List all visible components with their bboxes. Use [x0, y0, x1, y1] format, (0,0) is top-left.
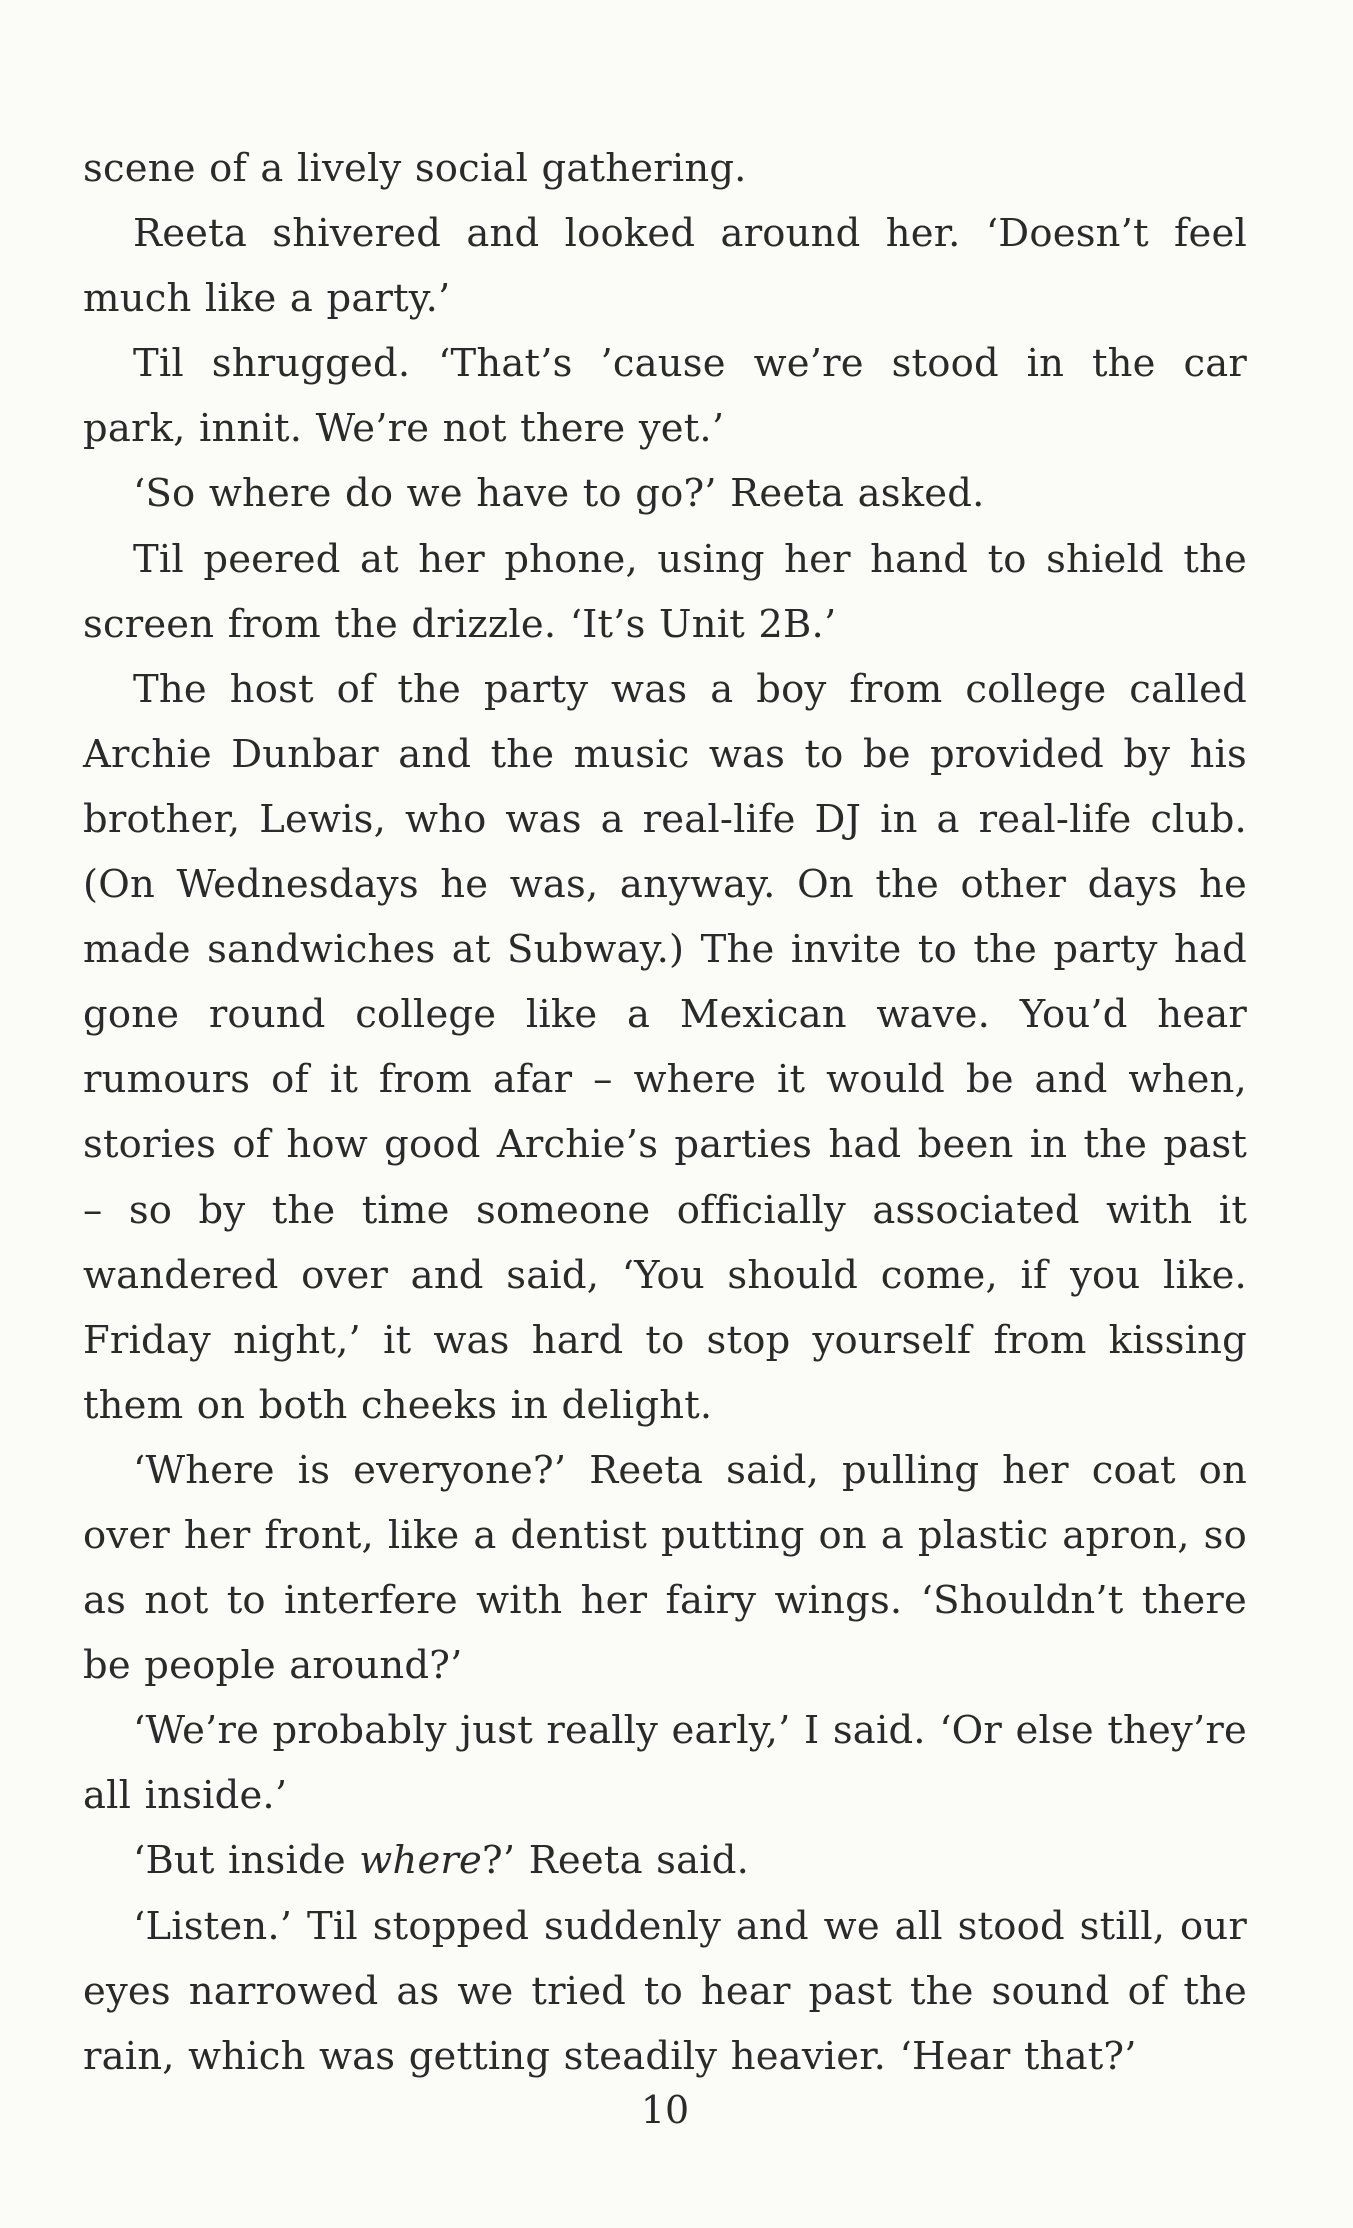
paragraph: The host of the party was a boy from college called Archie Dunbar and the music was to be provided by his brother, Lewis, who was a real-life DJ in a real-life club. (On Wednesdays he was, anyway. On the other days he made sandwiches at Subway.) The invite to the party had gone round college like a Mexican wave. You’d hear rumours of it from afar – where it would be and when, stories of how good Archie’s parties had been in the past – so by the time someone officially associated with it wandered over and said, ‘You should come, if you like. Friday night,’ it was hard to stop yourself from kissing them on both cheeks in delight. — [83, 666, 1247, 1428]
paragraph: ‘We’re probably just really early,’ I said. ‘Or else they’re all inside.’ — [83, 1708, 1247, 1819]
paragraph: Reeta shivered and looked around her. ‘Doesn’t feel much like a party.’ — [83, 211, 1247, 322]
paragraph-text: ‘But inside — [133, 1838, 360, 1884]
italic-emphasis: where — [359, 1838, 483, 1884]
paragraph: Til shrugged. ‘That’s ’cause we’re stood in the car park, innit. We’re not there yet.’ — [83, 341, 1247, 452]
body-text — [83, 136, 1247, 2089]
paragraph: ‘Listen.’ Til stopped suddenly and we all stood still, our eyes narrowed as we tried to hear past the sound of the rain, which was getting steadily heavier. ‘Hear that?’ — [83, 1903, 1247, 2079]
paragraph-text: ?’ Reeta said. — [482, 1838, 750, 1884]
paragraph: ‘So where do we have to go?’ Reeta asked. — [133, 471, 985, 517]
page-number: 10 — [640, 2088, 690, 2132]
paragraph: scene of a lively social gathering. — [83, 146, 747, 191]
paragraph — [83, 1828, 1247, 1893]
paragraph: Til peered at her phone, using her hand to shield the screen from the drizzle. ‘It’s Unit 2B.’ — [83, 536, 1247, 647]
paragraph: ‘Where is everyone?’ Reeta said, pulling her coat on over her front, like a dentist putting on a plastic apron, so as not to interfere with her fairy wings. ‘Shouldn’t there be people around?’ — [83, 1447, 1247, 1689]
